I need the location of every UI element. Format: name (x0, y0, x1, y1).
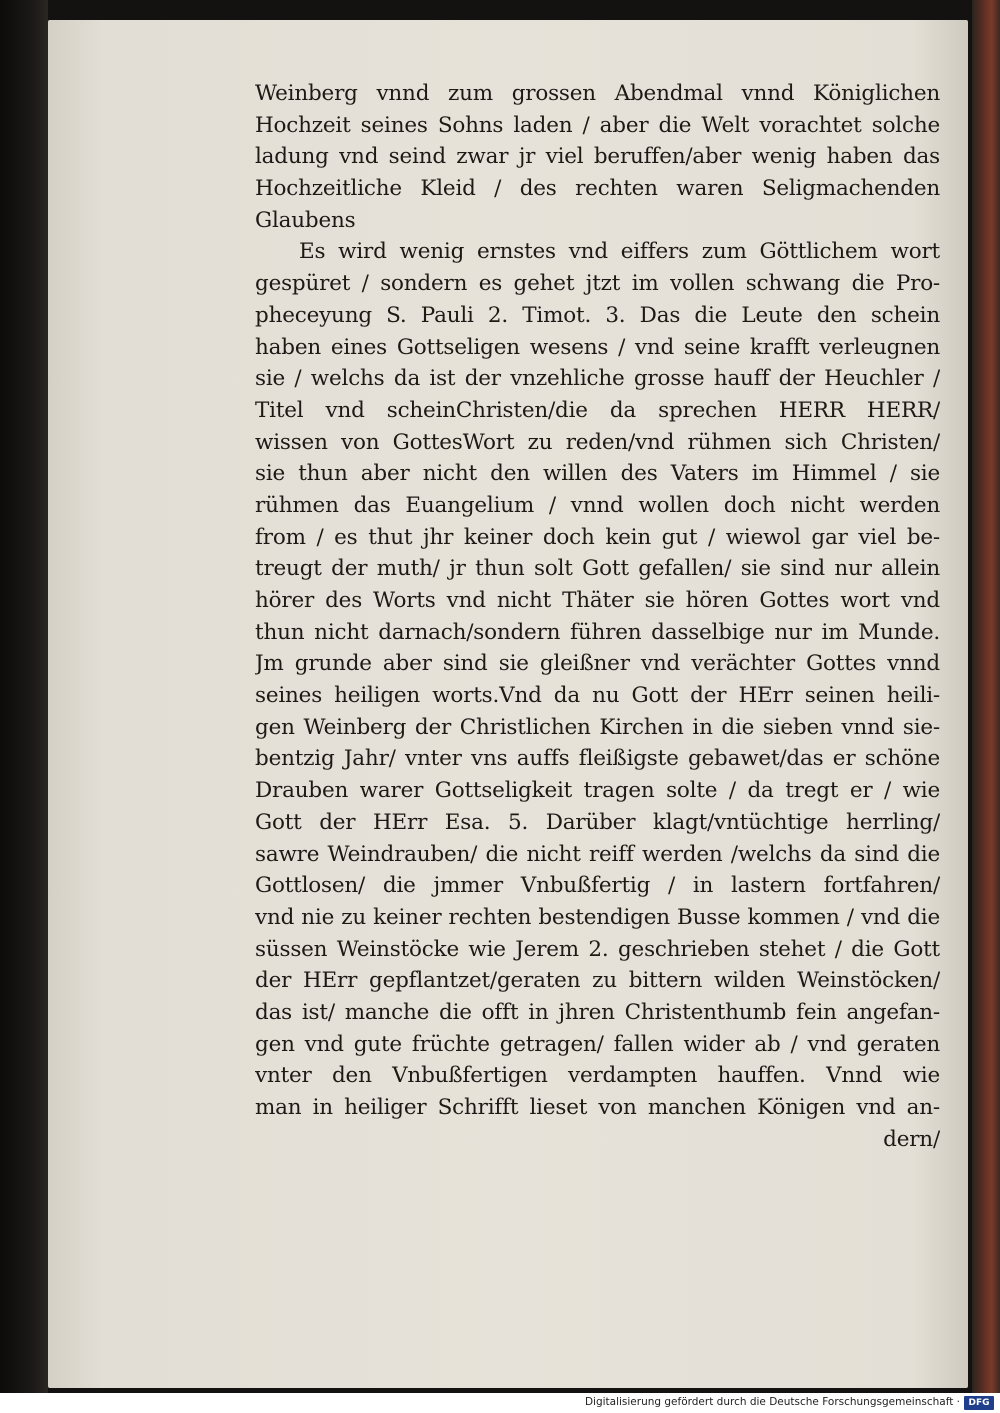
text-line: vnd nie zu keiner rechten bestendigen Busse kommen / vnd die (255, 904, 940, 930)
footer-bar (0, 1393, 1000, 1413)
text-line: man in heiliger Schrifft lieset von manchen Königen vnd an- (255, 1095, 940, 1120)
text-line: hörer des Worts vnd nicht Thäter sie hören Gottes wort vnd (255, 588, 940, 613)
page-text (255, 78, 940, 1155)
text-line: süssen Weinstöcke wie Jerem 2. geschrieben stehet / die Gott (255, 936, 940, 962)
text-line: bentzig Jahr/ vnter vns auffs fleißigste gebawet/das er schöne (255, 746, 940, 772)
text-line: Hochzeit seines Sohns laden / aber die Welt vorachtet solche (255, 112, 940, 138)
text-line: Es wird wenig ernstes vnd eiffers zum Göttlichem wort (299, 239, 940, 265)
text-line: gen Weinberg der Christlichen Kirchen in die sieben vnnd sie- (255, 714, 940, 740)
text-line: from / es thut jhr keiner doch kein gut / wiewol gar viel be- (255, 524, 940, 550)
text-line: gen vnd gute früchte getragen/ fallen wider ab / vnd geraten (255, 1031, 940, 1057)
text-line: seines heiligen worts.Vnd da nu Gott der HErr seinen heili- (255, 683, 940, 709)
text-line: sie thun aber nicht den willen des Vaters im Himmel / sie (255, 461, 940, 487)
text-line: Drauben warer Gottseligkeit tragen solte / da tregt er / wie (255, 778, 940, 804)
text-line: Hochzeitliche Kleid / des rechten waren Seligmachenden (255, 176, 940, 202)
text-line: sawre Weindrauben/ die nicht reiff werden /welchs da sind die (255, 841, 940, 867)
text-line: der HErr gepflantzet/geraten zu bittern wilden Weinstöcken/ (255, 968, 940, 994)
text-line: Weinberg vnnd zum grossen Abendmal vnnd Königlichen (255, 81, 940, 106)
text-line: das ist/ manche die offt in jhren Christenthumb fein angefan- (255, 999, 940, 1025)
text-line: vnter den Vnbußfertigen verdampten hauffen. Vnnd wie (255, 1063, 940, 1089)
text-line: pheceyung S. Pauli 2. Timot. 3. Das die Leute den schein (255, 302, 940, 328)
book-cover-edge (972, 0, 1000, 1393)
text-line: thun nicht darnach/sondern führen dasselbige nur im Munde. (255, 619, 940, 645)
text-line: treugt der muth/ jr thun solt Gott gefallen/ sie sind nur allein (255, 556, 940, 582)
text-line: Gottlosen/ die jmmer Vnbußfertig / in lastern fortfahren/ (255, 873, 940, 899)
text-line: Jm grunde aber sind sie gleißner vnd verächter Gottes vnnd (255, 651, 940, 677)
text-line: rühmen das Euangelium / vnnd wollen doch nicht werden (255, 492, 940, 518)
book-edge-left (0, 0, 48, 1393)
text-line: gespüret / sondern es gehet jtzt im vollen schwang die Pro- (255, 271, 940, 297)
text-line: Glaubens (255, 207, 356, 233)
text-line: sie / welchs da ist der vnzehliche grosse hauff der Heuchler / (255, 366, 940, 392)
text-line: haben eines Gottseligen wesens / vnd seine krafft verleugnen (255, 334, 940, 360)
text-line: ladung vnd seind zwar jr viel beruffen/aber wenig haben das (255, 144, 940, 170)
dfg-logo: DFG (964, 1396, 994, 1410)
text-line: Titel vnd scheinChristen/die da sprechen HERR HERR/ (255, 397, 940, 423)
text-line: Gott der HErr Esa. 5. Darüber klagt/vntüchtige herrling/ (255, 809, 940, 835)
text-line: wissen von GottesWort zu reden/vnd rühmen sich Christen/ (255, 429, 940, 455)
catchword: dern/ (883, 1126, 940, 1152)
funding-notice: Digitalisierung gefördert durch die Deutsche Forschungsgemeinschaft · (584, 1396, 960, 1408)
